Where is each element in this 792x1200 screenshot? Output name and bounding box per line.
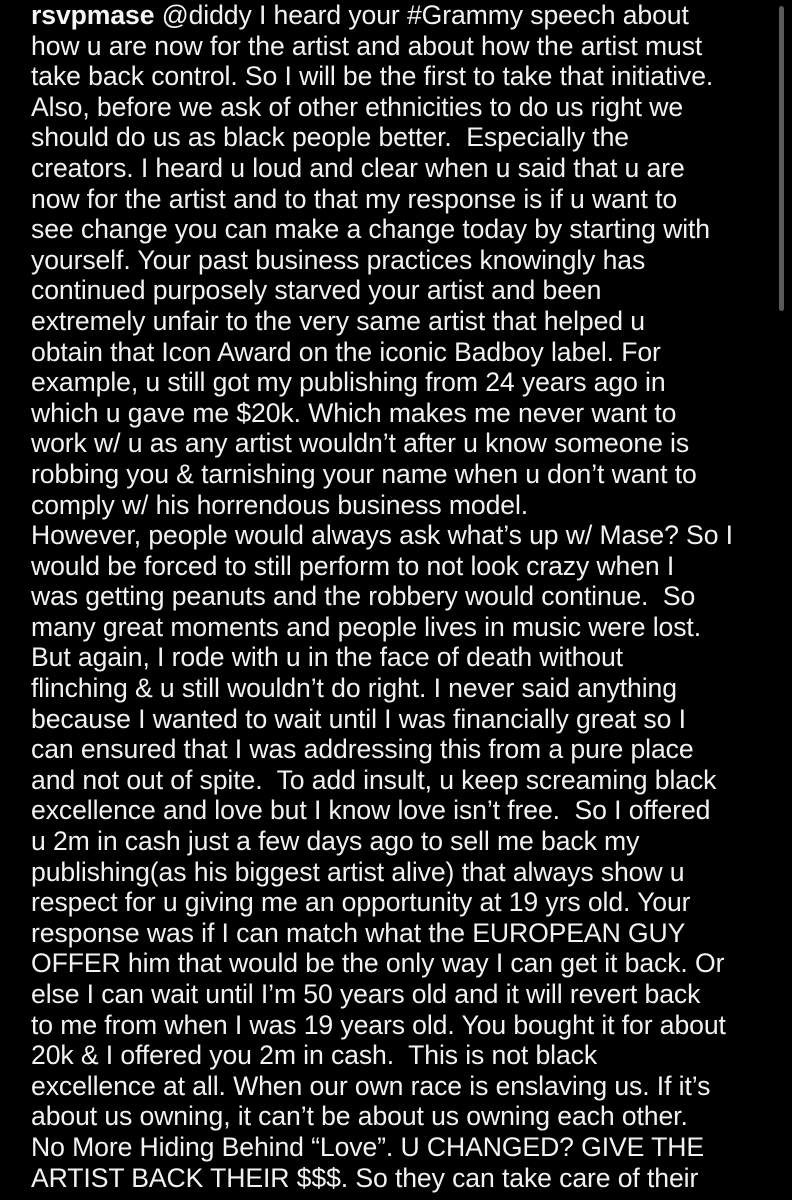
caption-line: many great moments and people lives in music were lost.	[31, 611, 701, 642]
caption-line: publishing(as his biggest artist alive) that always show u	[31, 856, 685, 887]
caption-line: excellence at all. When our own race is enslaving us. If it’s	[31, 1070, 711, 1101]
caption-line: which u gave me $20k. Which makes me never want to	[31, 397, 677, 428]
caption-line: comply w/ his horrendous business model.	[31, 489, 529, 520]
caption-line: to me from when I was 19 years old. You bought it for about	[31, 1009, 726, 1040]
caption-line: else I can wait until I’m 50 years old and it will revert back	[31, 979, 701, 1009]
caption-line: and not out of spite. To add insult, u keep screaming black	[31, 764, 717, 795]
caption-line	[31, 0, 781, 31]
caption-line: was getting peanuts and the robbery would continue. So	[31, 581, 696, 612]
caption-line: how u are now for the artist and about how the artist must	[31, 30, 703, 61]
caption-line: see change you can make a change today by starting with	[31, 214, 710, 245]
caption-line: 20k & I offered you 2m in cash. This is not black	[31, 1040, 598, 1071]
caption-line: about us owning, it can’t be about us owning each other.	[31, 1101, 688, 1132]
caption-line: continued purposely starved your artist and been	[31, 275, 602, 306]
caption-line: take back control. So I will be the first to take that initiative.	[31, 61, 714, 92]
caption-line: response was if I can match what the EUROPEAN GUY	[31, 917, 686, 948]
scrollbar[interactable]	[779, 6, 784, 311]
caption-line: should do us as black people better. Especially the	[31, 122, 629, 153]
caption-line: Also, before we ask of other ethnicities to do us right we	[31, 91, 684, 122]
caption-line: creators. I heard u loud and clear when u said that u are	[31, 152, 685, 183]
post-caption	[31, 0, 781, 1193]
caption-line: obtain that Icon Award on the iconic Badboy label. For	[31, 336, 661, 367]
caption-line: because I wanted to wait until I was financially great so I	[31, 703, 686, 734]
caption-line: respect for u giving me an opportunity at 19 yrs old. Your	[31, 887, 691, 918]
caption-line: OFFER him that would be the only way I can get it back. Or	[31, 948, 725, 979]
caption-line: But again, I rode with u in the face of death without	[31, 642, 623, 673]
username[interactable]: rsvpmase	[31, 0, 155, 30]
caption-line: robbing you & tarnishing your name when u don’t want to	[31, 458, 697, 489]
caption-line: would be forced to still perform to not look crazy when I	[31, 550, 675, 581]
caption-line: flinching & u still wouldn’t do right. I never said anything	[31, 673, 677, 704]
caption-line: extremely unfair to the very same artist that helped u	[31, 305, 645, 336]
caption-line: can ensured that I was addressing this from a pure place	[31, 734, 694, 765]
caption-line: yourself. Your past business practices knowingly has	[31, 244, 646, 275]
caption-line: example, u still got my publishing from 24 years ago in	[31, 367, 666, 398]
caption-line: No More Hiding Behind “Love”. U CHANGED? GIVE THE	[31, 1131, 704, 1162]
caption-line: u 2m in cash just a few days ago to sell me back my	[31, 826, 640, 857]
caption-line: now for the artist and to that my response is if u want to	[31, 183, 678, 214]
caption-line: work w/ u as any artist wouldn’t after u know someone is	[31, 428, 690, 459]
caption-line: ARTIST BACK THEIR $$$. So they can take care of their	[31, 1162, 699, 1193]
caption-first-line-text: @diddy I heard your #Grammy speech about	[154, 0, 689, 30]
caption-body	[31, 31, 781, 1194]
caption-line: excellence and love but I know love isn’t free. So I offered	[31, 795, 711, 826]
caption-line: However, people would always ask what’s up w/ Mase? So I	[31, 520, 733, 551]
